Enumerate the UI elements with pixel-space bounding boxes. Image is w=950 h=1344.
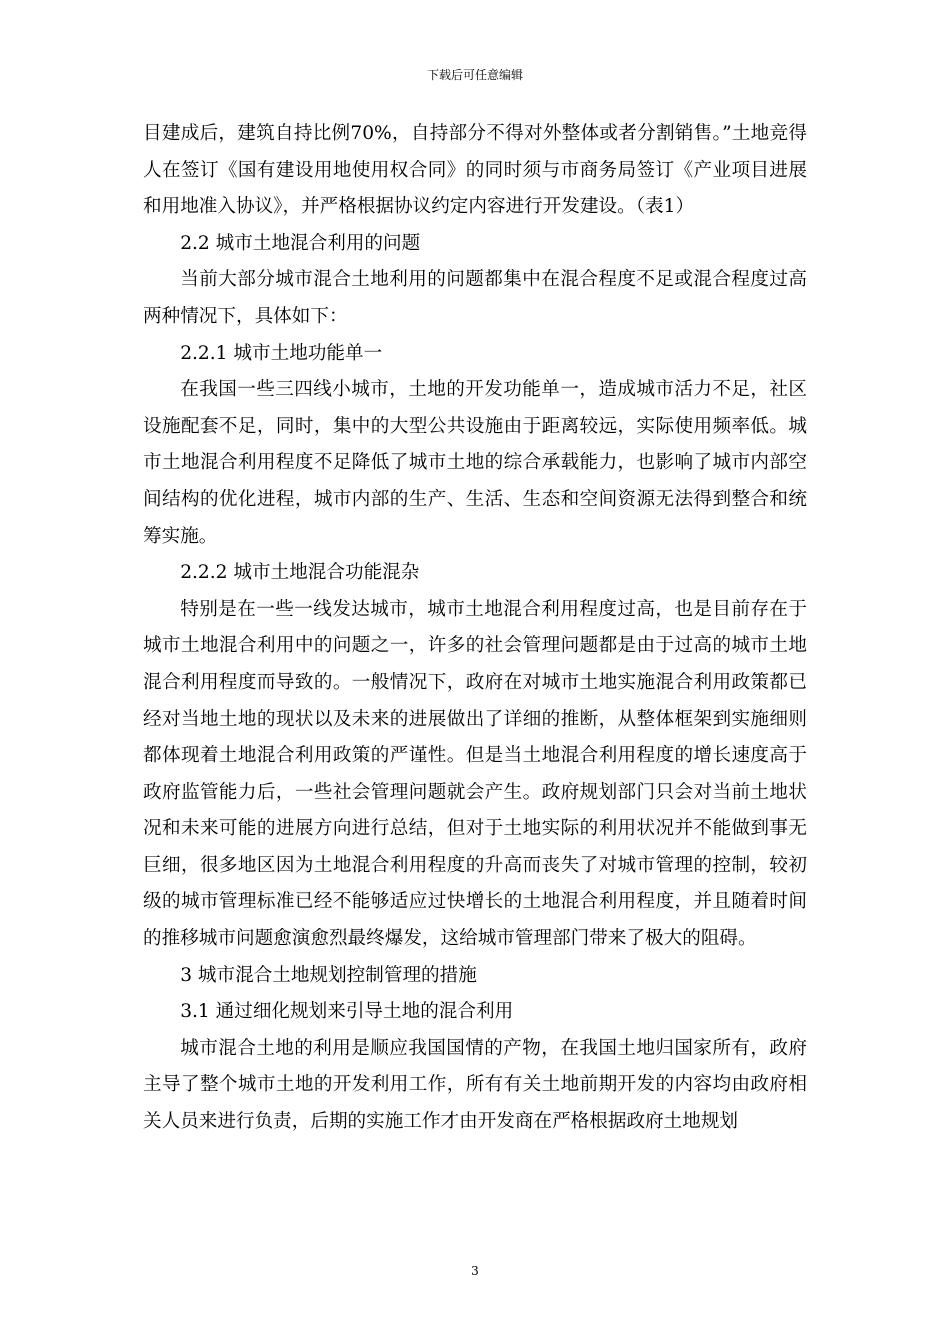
paragraph-mixed-use-problems: 当前大部分城市混合土地利用的问题都集中在混合程度不足或混合程度过高两种情况下，具体如下： xyxy=(143,269,807,327)
paragraph-mixed-function-chaos: 特别是在一些一线发达城市，城市土地混合利用程度过高，也是目前存在于城市土地混合利用中的问题之一，许多的社会管理问题都是由于过高的城市土地混合利用程度而导致的。一般情况下，政府在对城市土地实施混合利用政策都已经对当地土地的现状以及未来的进展做出了详细的推断，从整体框架到实施细则都体现着土地混合利用政策的严谨性。但是当土地混合利用程度的增长速度高于政府监管能力后，一些社会管理问题就会产生。政府规划部门只会对当前土地状况和未来可能的进展方向进行总结，但对于土地实际的利用状况并不能做到事无巨细，很多地区因为土地混合利用程度的升高而丧失了对城市管理的控制，较初级的城市管理标准已经不能够适应过快增长的土地混合利用程度，并且随着时间的推移城市问题愈演愈烈最终爆发，这给城市管理部门带来了极大的阻碍。 xyxy=(143,598,807,950)
section-heading-2-2-2: 2.2.2 城市土地混合功能混杂 xyxy=(180,562,420,584)
page-header: 下载后可任意编辑 xyxy=(426,68,523,82)
section-heading-2-2-1: 2.2.1 城市土地功能单一 xyxy=(180,342,383,364)
section-heading-3-1: 3.1 通过细化规划来引导土地的混合利用 xyxy=(180,1001,514,1023)
paragraph-refined-planning: 城市混合土地的利用是顺应我国国情的产物，在我国土地归国家所有，政府主导了整个城市土地的开发利用工作，所有有关土地前期开发的内容均由政府相关人员来进行负责，后期的实施工作才由开发商在严格根据政府土地规划 xyxy=(143,1037,807,1133)
paragraph-continued: 目建成后，建筑自持比例70%，自持部分不得对外整体或者分割销售。”土地竞得人在签订《国有建设用地使用权合同》的同时须与市商务局签订《产业项目进展和用地准入协议》，并严格根据协议约定内容进行开发建设。（表1） xyxy=(143,123,807,218)
section-heading-3: 3 城市混合土地规划控制管理的措施 xyxy=(180,964,477,986)
section-heading-2-2: 2.2 城市土地混合利用的问题 xyxy=(180,232,421,254)
page-number: 3 xyxy=(471,1264,479,1278)
paragraph-single-function: 在我国一些三四线小城市，土地的开发功能单一，造成城市活力不足，社区设施配套不足，同时，集中的大型公共设施由于距离较远，实际使用频率低。城市土地混合利用程度不足降低了城市土地的综合承载能力，也影响了城市内部空间结构的优化进程，城市内部的生产、生活、生态和空间资源无法得到整合和统筹实施。 xyxy=(143,379,807,547)
document-body xyxy=(143,116,807,1141)
